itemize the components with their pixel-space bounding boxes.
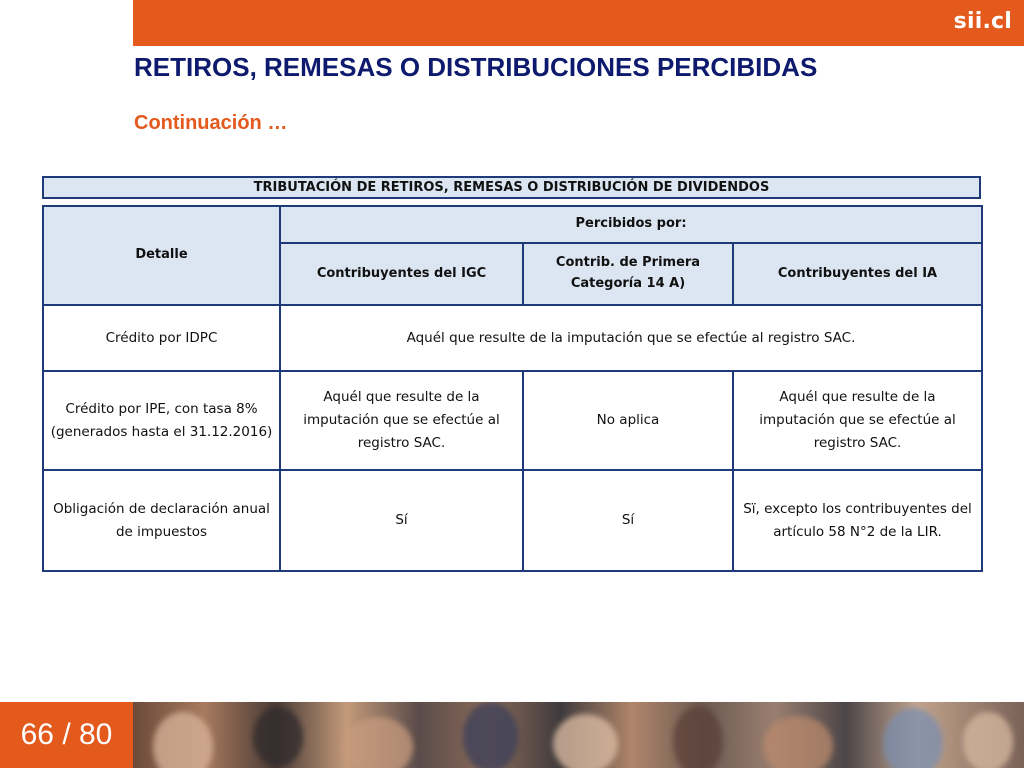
crowd-photo-strip [133,702,1024,768]
detalle-header: Detalle [43,206,280,305]
brand-logo[interactable]: sii.cl [953,9,1012,34]
cell-igc: Sí [280,470,523,571]
column-header-primera-categoria: Contrib. de Primera Categoría 14 A) [523,243,733,305]
column-header-ia: Contribuyentes del IA [733,243,982,305]
row-detalle: Crédito por IPE, con tasa 8% (generados hasta el 31.12.2016) [43,371,280,470]
top-banner [133,0,1024,46]
column-header-igc: Contribuyentes del IGC [280,243,523,305]
table-row [43,371,982,470]
percibidos-header: Percibidos por: [280,206,982,243]
cell-primera-categoria: Sí [523,470,733,571]
slide-title: RETIROS, REMESAS O DISTRIBUCIONES PERCIBIDAS [134,52,818,82]
cell-ia: Sï, excepto los contribuyentes del artículo 58 N°2 de la LIR. [733,470,982,571]
cell-ia: Aquél que resulte de la imputación que se efectúe al registro SAC. [733,371,982,470]
slide-subtitle: Continuación … [134,112,288,134]
taxation-table [42,205,983,572]
cell-igc: Aquél que resulte de la imputación que se efectúe al registro SAC. [280,371,523,470]
row-merged-value: Aquél que resulte de la imputación que se efectúe al registro SAC. [280,305,982,371]
table-caption: TRIBUTACIÓN DE RETIROS, REMESAS O DISTRIBUCIÓN DE DIVIDENDOS [42,176,981,199]
page-indicator: 66 / 80 [0,702,133,768]
table-row [43,470,982,571]
row-detalle: Obligación de declaración anual de impuestos [43,470,280,571]
cell-primera-categoria: No aplica [523,371,733,470]
table-row [43,305,982,371]
row-detalle: Crédito por IDPC [43,305,280,371]
